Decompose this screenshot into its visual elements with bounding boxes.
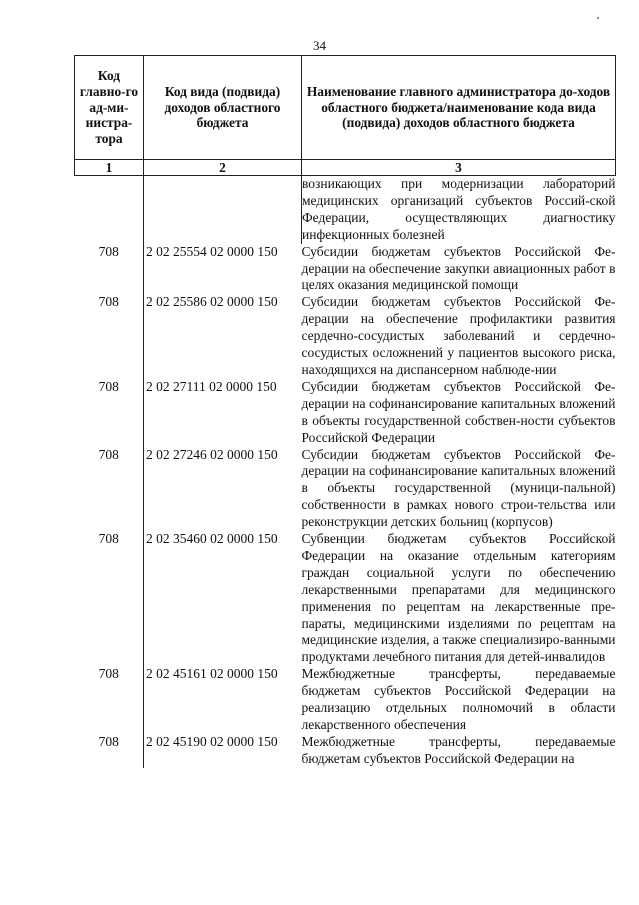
page-number: 34 bbox=[313, 38, 326, 53]
income-code-cell: 2 02 27111 02 0000 150 bbox=[146, 378, 277, 394]
name-cell: Субсидии бюджетам субъектов Российской Фе-дерации на обеспечение профилактики развития сердечно-сосудистых заболеваний и сердечно-сосудистых осложнений у пациентов высокого риска, находящихся на диспансерном наблюде-нии bbox=[301, 294, 616, 377]
table-row bbox=[75, 294, 616, 379]
table-row bbox=[75, 244, 616, 295]
income-code-cell: 2 02 45161 02 0000 150 bbox=[146, 666, 278, 682]
name-cell: Межбюджетные трансферты, передаваемые бюджетам субъектов Российской Федерации на bbox=[301, 733, 616, 766]
column-number-1: 1 bbox=[75, 160, 144, 176]
admin-code-cell: 708 bbox=[75, 531, 144, 666]
admin-code-cell: 708 bbox=[75, 666, 144, 734]
header-income-code: Код вида (подвида) доходов областного бюджета bbox=[144, 56, 302, 160]
admin-code-cell: 708 bbox=[75, 244, 144, 295]
income-code-cell: 2 02 25586 02 0000 150 bbox=[146, 294, 278, 310]
income-code-cell: 2 02 35460 02 0000 150 bbox=[146, 531, 278, 547]
income-code-cell: 2 02 45190 02 0000 150 bbox=[146, 733, 278, 749]
admin-code-cell: 708 bbox=[75, 294, 144, 379]
column-number-2: 2 bbox=[144, 160, 302, 176]
table-body bbox=[75, 176, 616, 768]
header-name: Наименование главного администратора до-ходов областного бюджета/наименование кода вида (подвида) доходов областного бюджета bbox=[302, 56, 616, 160]
income-codes-table bbox=[74, 55, 616, 768]
name-cell: Межбюджетные трансферты, передаваемые бюджетам субъектов Российской Федерации на реализацию отдельных полномочий в области лекарственного обеспечения bbox=[301, 666, 616, 732]
name-cell: возникающих при модернизации лабораторий медицинских организаций субъектов Россий-ской Федерации, осуществляющих диагностику инфекционных болезней bbox=[302, 176, 616, 242]
table-row-continuation bbox=[75, 176, 616, 244]
income-code-cell: 2 02 27246 02 0000 150 bbox=[146, 446, 278, 462]
name-cell: Субсидии бюджетам субъектов Российской Фе-дерации на софинансирование капитальных вложений в объекты государственной собствен-ности субъектов Российской Федерации bbox=[301, 378, 616, 445]
table-header bbox=[75, 56, 616, 176]
admin-code-cell bbox=[75, 176, 144, 244]
income-code-cell: 2 02 25554 02 0000 150 bbox=[146, 243, 278, 259]
admin-code-cell: 708 bbox=[75, 447, 144, 532]
name-cell: Субвенции бюджетам субъектов Российской Федерации на оказание отдельным категориям граждан социальной услуги по обеспечению лекарственными препаратами для медицинского применения по рецептам на лекарственные пре-параты, медицинскими изделиями по рецептам на медицинские изделия, а также специализиро-ванными продуктами лечебного питания для детей-инвалидов bbox=[301, 531, 616, 665]
header-admin-code: Код главно-го ад-ми-нистра-тора bbox=[75, 56, 144, 160]
table-row bbox=[75, 734, 616, 768]
scan-speck bbox=[597, 17, 599, 19]
name-cell: Субсидии бюджетам субъектов Российской Фе-дерации на обеспечение закупки авиационных работ в целях оказания медицинской помощи bbox=[301, 243, 616, 293]
table-row bbox=[75, 379, 616, 447]
table-row bbox=[75, 666, 616, 734]
table-row bbox=[75, 531, 616, 666]
income-code-cell bbox=[144, 176, 302, 244]
column-number-3: 3 bbox=[302, 160, 616, 176]
table-row bbox=[75, 447, 616, 532]
admin-code-cell: 708 bbox=[75, 379, 144, 447]
name-cell: Субсидии бюджетам субъектов Российской Фе-дерации на софинансирование капитальных вложений в объекты государственной (муници-пальной) собственности в рамках нового строи-тельства или реконструкции детских больниц (корпусов) bbox=[301, 446, 616, 530]
admin-code-cell: 708 bbox=[75, 734, 144, 768]
